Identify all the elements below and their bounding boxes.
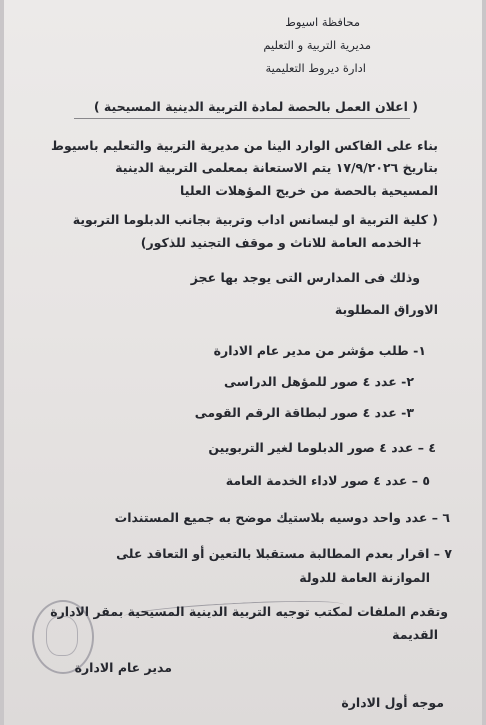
list-item: ٤ – عدد ٤ صور الدبلوما لغير التربويين <box>208 440 436 455</box>
qualifications-line-1: ( كلية التربية او ليسانس اداب وتربية بجانب الدبلوما التربوية <box>72 212 438 227</box>
documents-heading: الاوراق المطلوبة <box>334 302 438 317</box>
title-underline <box>74 118 410 119</box>
submission-line-1: وتقدم الملفات لمكتب توجيه التربية الدينية المسيحية بمقر الادارة <box>50 604 448 619</box>
eagle-emblem-icon <box>46 616 78 656</box>
schools-note: وذلك فى المدارس التى يوجد بها عجز <box>190 270 420 285</box>
paragraph-line-2: بتاريخ ١٧/٩/٢٠٢٦ يتم الاستعانة بمعلمى التربية الدينية <box>115 160 438 175</box>
director-signature-label: مدير عام الادارة <box>74 660 172 675</box>
paragraph-line-1: بناء على الفاكس الوارد الينا من مديرية التربية والتعليم باسيوط <box>51 138 438 153</box>
list-item: ٣- عدد ٤ صور لبطاقة الرقم القومى <box>194 405 414 420</box>
list-item: ٧ – اقرار بعدم المطالبة مستقبلا بالتعين أو التعاقد على <box>116 546 452 561</box>
list-item: الموازنة العامة للدولة <box>299 570 430 585</box>
list-item: ٥ – عدد ٤ صور لاداء الخدمة العامة <box>225 473 430 488</box>
administration-label: ادارة ديروط التعليمية <box>265 61 366 75</box>
governorate-label: محافظة اسيوط <box>285 15 360 29</box>
document-page <box>4 0 482 725</box>
list-item: ١- طلب مؤشر من مدير عام الادارة <box>213 343 426 358</box>
qualifications-line-2: +الخدمه العامة للاناث و موقف التجنيد للذكور) <box>140 235 422 250</box>
paragraph-line-3: المسيحية بالحصة من خريج المؤهلات العليا <box>180 183 438 198</box>
supervisor-signature-label: موجه أول الادارة <box>341 695 444 710</box>
list-item: ٢- عدد ٤ صور للمؤهل الدراسى <box>224 374 414 389</box>
announcement-title: ( اعلان العمل بالحصة لمادة التربية الدينية المسيحية ) <box>93 99 418 114</box>
submission-line-2: القديمة <box>392 627 438 642</box>
list-item: ٦ – عدد واحد دوسيه بلاستيك موضح به جميع المستندات <box>114 510 450 525</box>
directorate-label: مديرية التربية و التعليم <box>263 38 371 52</box>
